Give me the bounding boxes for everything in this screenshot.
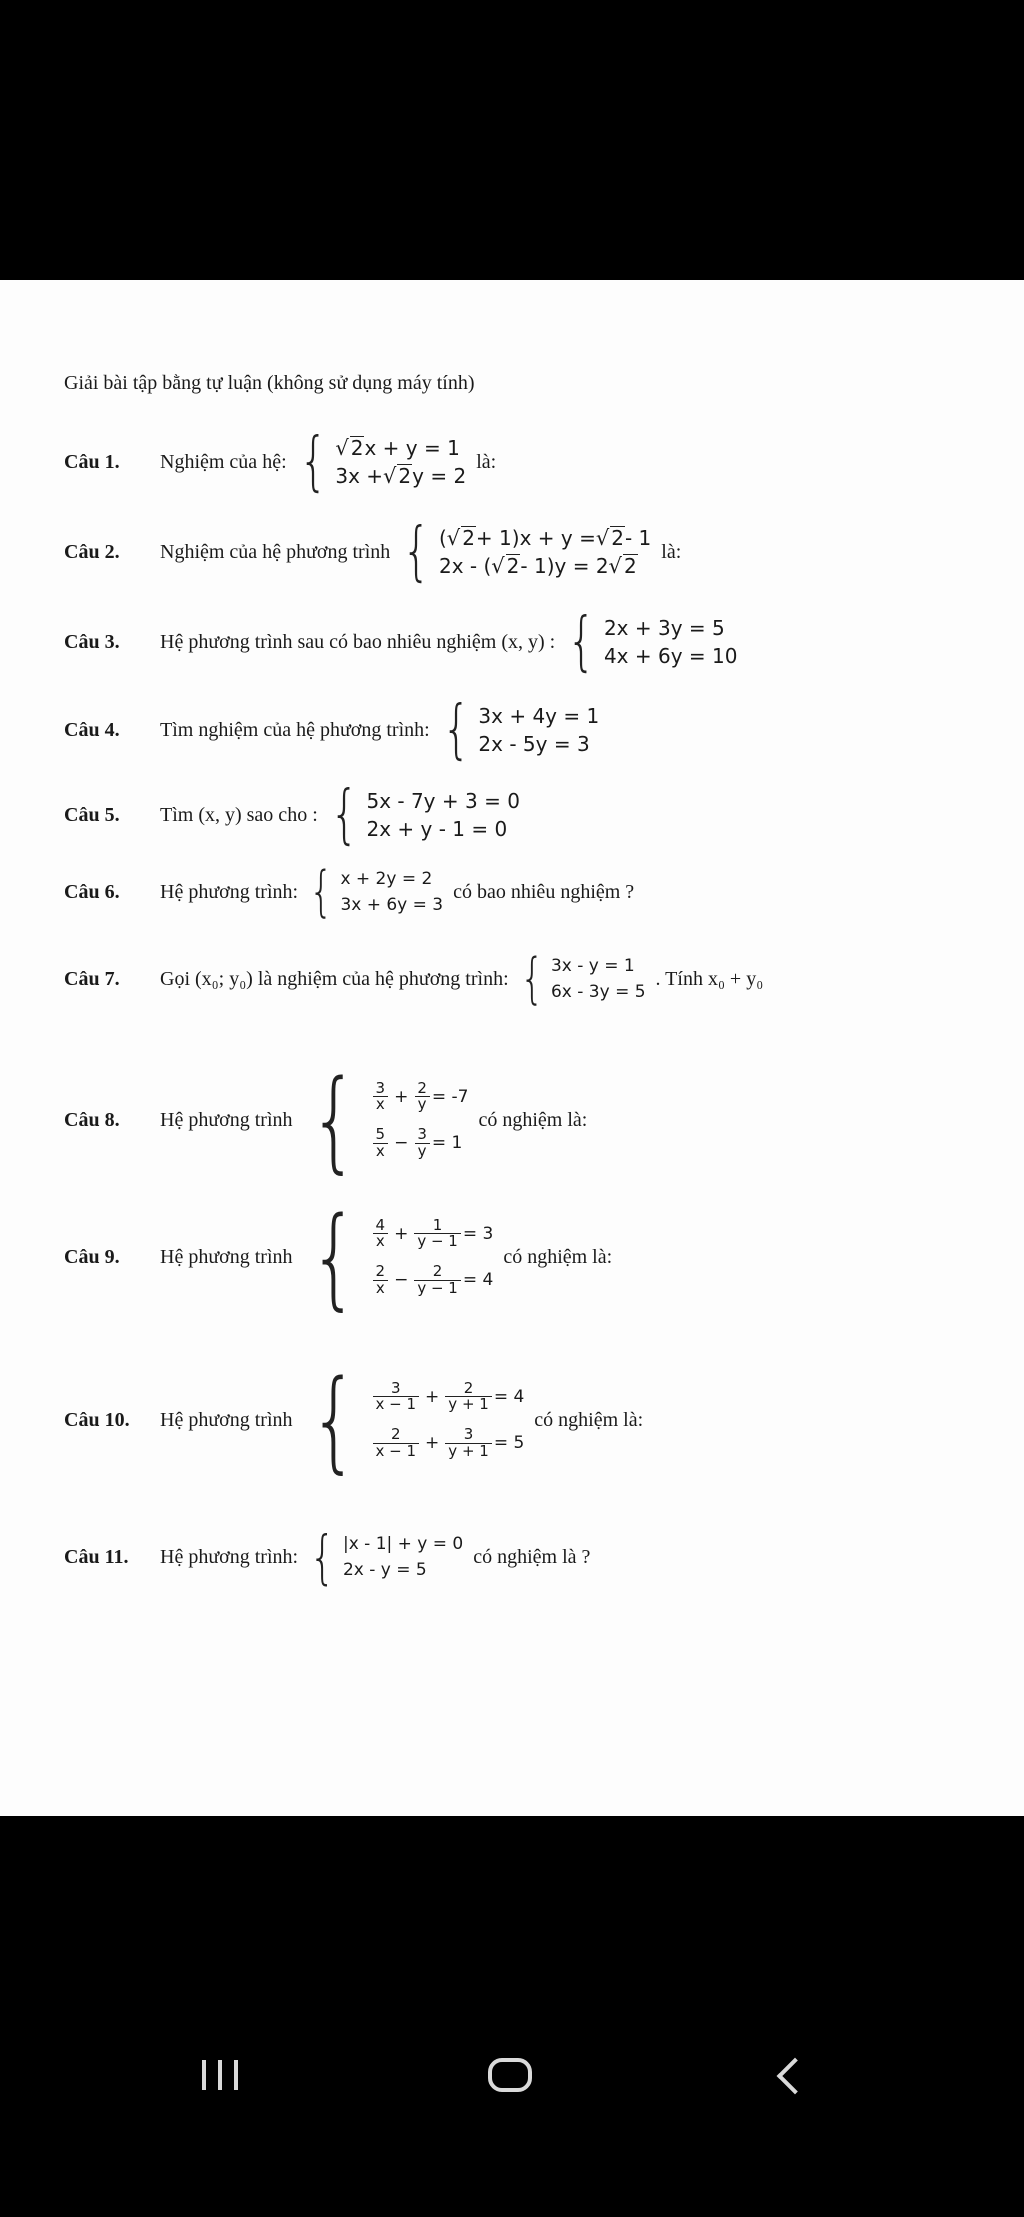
equation: 3x + 6y = 3 [340,895,444,915]
equation: $\frac{5}{x}$ − $\frac{3}{y}$ = 1 [371,1127,469,1160]
equation: x + 2y = 2 [340,869,433,889]
equation-system [515,947,646,1010]
question-number: Câu 8. [64,1108,120,1131]
question-6 [64,860,635,923]
brace-icon: { [567,605,596,679]
equation: √ 2 x + y = 1 [335,436,460,460]
question-tail: là: [476,450,497,473]
question-tail: có bao nhiêu nghiệm ? [453,880,635,903]
brace-icon: { [441,693,471,767]
equation: 2x + y - 1 = 0 [366,817,508,841]
brace-icon: { [309,1193,359,1321]
question-number: Câu 1. [64,450,120,473]
question-lead: Tìm (x, y) sao cho : [160,803,318,826]
question-number: Câu 11. [64,1545,129,1568]
equation: 2x - ( √ 2 - 1)y = 2 √ 2 [438,554,637,578]
equation: 3x - y = 1 [550,956,635,976]
question-1 [64,425,497,499]
question-7 [64,947,764,1010]
question-lead: Nghiệm của hệ phương trình [160,540,391,563]
question-11 [64,1523,591,1591]
equation: 5x - 7y + 3 = 0 [366,789,520,813]
brace-icon: { [309,1523,336,1591]
question-lead: Hệ phương trình [160,1108,293,1131]
question-number: Câu 3. [64,630,120,653]
question-tail: . Tính x₀ + y₀ [655,967,764,990]
question-lead: Tìm nghiệm của hệ phương trình: [160,718,430,741]
question-tail: có nghiệm là: [478,1108,588,1131]
question-10 [64,1356,644,1484]
equation-system [299,1356,525,1484]
equation: $\frac{3}{x - 1}$ + $\frac{2}{y + 1}$ = 4 [371,1381,525,1414]
equation: 3x + 4y = 1 [478,704,600,728]
equation-system [293,425,467,499]
equation: 2x - 5y = 3 [478,732,590,756]
question-4 [64,693,600,767]
question-number: Câu 9. [64,1245,120,1268]
question-lead: Hệ phương trình [160,1245,293,1268]
question-lead: Hệ phương trình: [160,1545,299,1568]
equation-system [561,605,738,679]
question-number: Câu 6. [64,880,120,903]
brace-icon: { [402,515,431,589]
brace-icon: { [309,860,334,923]
equation: $\frac{2}{x}$ − $\frac{2}{y - 1}$ = 4 [371,1264,494,1297]
equation: 4x + 6y = 10 [603,644,738,668]
question-lead: Hệ phương trình [160,1408,293,1431]
equation-system [436,693,600,767]
question-lead: Hệ phương trình sau có bao nhiêu nghiệm (x, y) : [160,630,556,653]
top-black-area [0,0,1024,280]
equation: 2x - y = 5 [342,1560,427,1580]
equation: ( √ 2 + 1)x + y = √ 2 - 1 [438,526,652,550]
question-tail: có nghiệm là ? [473,1545,591,1568]
question-5 [64,778,520,852]
brace-icon: { [309,1056,359,1184]
question-2 [64,515,682,589]
brace-icon: { [298,425,328,499]
question-8 [64,1056,588,1184]
document-page [0,280,1024,1816]
intro-text: Giải bài tập bằng tự luận (không sử dụng máy tính) [64,372,475,394]
brace-icon: { [309,1356,359,1484]
bottom-black-area [0,1816,1024,2217]
equation: $\frac{3}{x}$ + $\frac{2}{y}$ = -7 [371,1081,469,1114]
equation-system [324,778,520,852]
question-3 [64,605,738,679]
equation: $\frac{4}{x}$ + $\frac{1}{y - 1}$ = 3 [371,1218,494,1251]
question-number: Câu 7. [64,967,120,990]
equation-system [304,860,444,923]
question-lead: Hệ phương trình: [160,880,299,903]
equation-system [299,1056,469,1184]
question-lead: Gọi (x₀; y₀) là nghiệm của hệ phương trình: [160,967,509,990]
question-number: Câu 10. [64,1408,130,1431]
menu-icon[interactable] [202,2060,238,2090]
equation: 3x + √ 2 y = 2 [335,464,467,488]
question-lead: Nghiệm của hệ: [160,450,287,473]
equation: |x - 1| + y = 0 [342,1534,464,1554]
equation-system [304,1523,464,1591]
question-number: Câu 4. [64,718,120,741]
question-tail: có nghiệm là: [534,1408,644,1431]
sqrt: √ 2 [383,464,412,488]
brace-icon: { [329,778,359,852]
question-tail: có nghiệm là: [503,1245,613,1268]
sqrt: √ 2 [335,436,364,460]
equation: $\frac{2}{x - 1}$ + $\frac{3}{y + 1}$ = 5 [371,1427,525,1460]
question-number: Câu 5. [64,803,120,826]
question-number: Câu 2. [64,540,120,563]
home-icon[interactable] [488,2058,532,2092]
equation: 6x - 3y = 5 [550,982,646,1002]
brace-icon: { [519,947,544,1010]
equation-system [396,515,652,589]
question-tail: là: [661,540,682,563]
equation: 2x + 3y = 5 [603,616,725,640]
equation-system [299,1193,494,1321]
question-9 [64,1193,613,1321]
